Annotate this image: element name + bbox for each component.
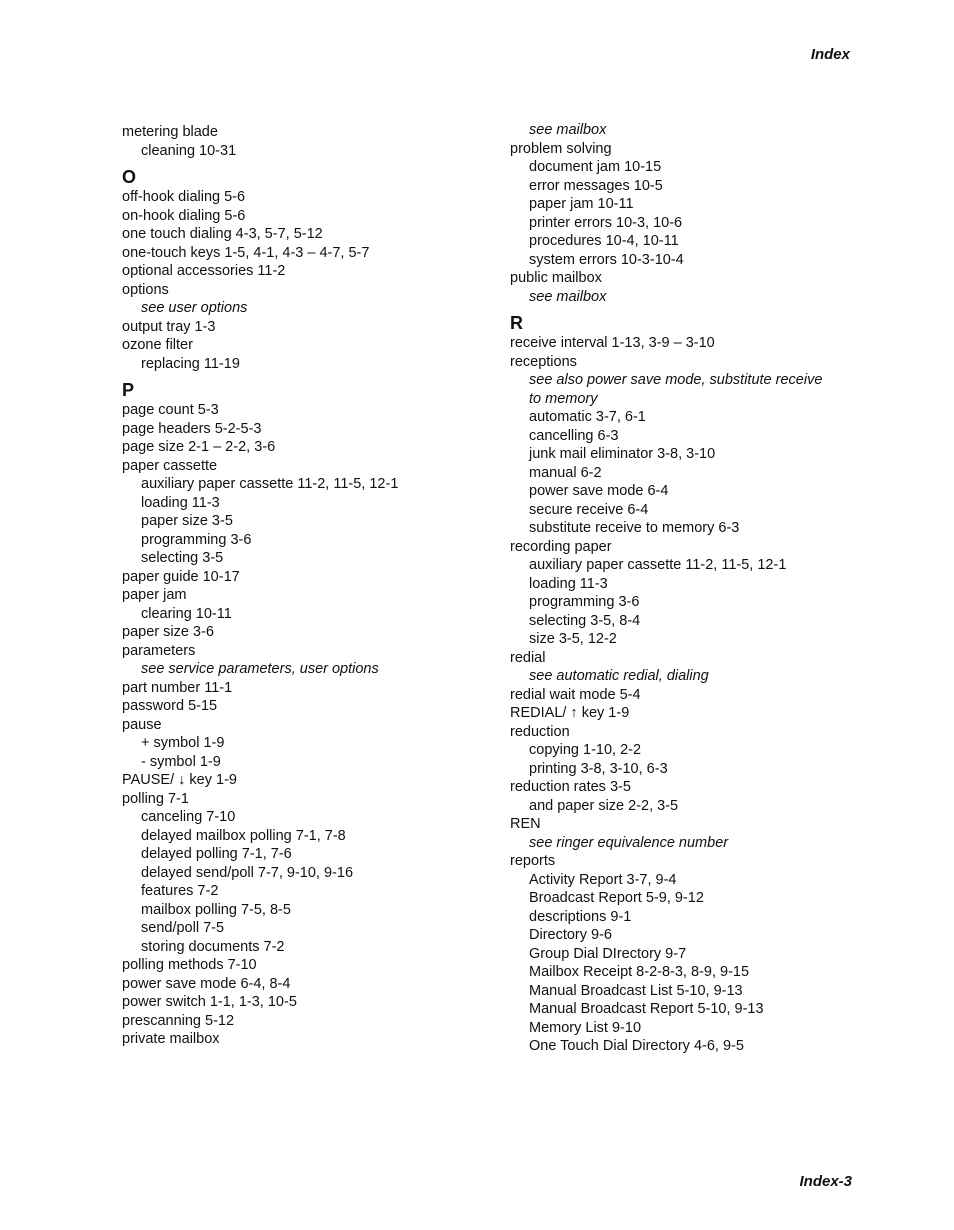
index-subentry: automatic 3-7, 6-1 (529, 409, 646, 425)
index-entry: metering blade (122, 124, 218, 140)
index-entry: output tray 1-3 (122, 318, 216, 335)
index-entry: redial wait mode 5-4 (510, 686, 641, 703)
index-entry: power switch 1-1, 1-3, 10-5 (122, 994, 297, 1010)
index-subentry: document jam 10-15 (529, 159, 662, 175)
index-entry: receive interval 1-13, 3-9 – 3-10 (510, 335, 715, 351)
index-subentry: selecting 3-5 (141, 550, 224, 566)
index-subentry: paper size 3-5 (141, 513, 233, 529)
index-entry: private mailbox (122, 1031, 220, 1047)
index-subentry: power save mode 6-4 (529, 483, 669, 499)
index-cross-reference: see mailbox (529, 288, 607, 305)
index-column-left (122, 123, 522, 1049)
index-subentry: printer errors 10-3, 10-6 (529, 214, 683, 231)
index-subentry: Manual Broadcast List 5-10, 9-13 (529, 982, 743, 999)
index-entry: polling methods 7-10 (122, 957, 257, 973)
index-entry: reports (510, 853, 556, 869)
index-subentry: Manual Broadcast Report 5-10, 9-13 (529, 1001, 764, 1017)
index-subentry: delayed send/poll 7-7, 9-10, 9-16 (141, 864, 354, 881)
page-header-title: Index (810, 46, 850, 63)
index-entry: PAUSE/ ↓ key 1-9 (122, 772, 237, 788)
index-subentry: system errors 10-3-10-4 (529, 251, 684, 268)
index-entry: pause (122, 716, 162, 733)
index-subentry: auxiliary paper cassette 11-2, 11-5, 12-1 (529, 557, 787, 573)
index-entry: reduction (510, 723, 570, 740)
index-subentry: Memory List 9-10 (529, 1019, 642, 1036)
index-subentry: secure receive 6-4 (529, 501, 649, 518)
index-subentry: mailbox polling 7-5, 8-5 (141, 901, 291, 918)
index-cross-reference: see automatic redial, dialing (529, 668, 709, 684)
index-entry: options (122, 281, 169, 298)
index-entry: page count 5-3 (122, 402, 219, 418)
index-cross-reference: see mailbox (529, 122, 607, 138)
index-subentry: auxiliary paper cassette 11-2, 11-5, 12-1 (141, 476, 399, 492)
index-subentry: delayed polling 7-1, 7-6 (141, 846, 292, 862)
index-subentry: Mailbox Receipt 8-2-8-3, 8-9, 9-15 (529, 964, 750, 980)
index-subentry: manual 6-2 (529, 464, 602, 481)
index-entry: power save mode 6-4, 8-4 (122, 975, 291, 992)
index-entry: redial (510, 649, 546, 666)
index-entry: on-hook dialing 5-6 (122, 207, 246, 224)
index-subentry: send/poll 7-5 (141, 920, 225, 936)
index-subentry: programming 3-6 (141, 531, 252, 548)
index-entry: REDIAL/ ↑ key 1-9 (510, 705, 630, 721)
index-section-letter: P (122, 380, 135, 400)
index-entry: optional accessories 11-2 (122, 263, 286, 279)
index-subentry: paper jam 10-11 (529, 196, 634, 212)
index-section-letter: R (510, 313, 523, 333)
index-subentry: Group Dial DIrectory 9-7 (529, 945, 687, 962)
index-subentry: size 3-5, 12-2 (529, 631, 617, 647)
index-entry: recording paper (510, 538, 612, 555)
index-entry: paper guide 10-17 (122, 568, 240, 585)
index-entry: one-touch keys 1-5, 4-1, 4-3 – 4-7, 5-7 (122, 244, 370, 261)
index-entry: paper cassette (122, 457, 218, 474)
index-column-right (510, 121, 890, 1056)
index-subentry: delayed mailbox polling 7-1, 7-8 (141, 827, 346, 844)
index-cross-reference: see service parameters, user options (141, 661, 379, 677)
index-entry: one touch dialing 4-3, 5-7, 5-12 (122, 226, 323, 242)
index-cross-reference: see also power save mode, substitute receive (529, 372, 823, 388)
index-entry: REN (510, 816, 541, 832)
index-subentry: junk mail eliminator 3-8, 3-10 (529, 446, 716, 462)
index-entry: paper size 3-6 (122, 624, 214, 640)
index-entry: problem solving (510, 140, 612, 157)
index-subentry: One Touch Dial Directory 4-6, 9-5 (529, 1038, 744, 1054)
index-subentry: loading 11-3 (141, 494, 220, 511)
index-subentry: - symbol 1-9 (141, 753, 221, 770)
index-subentry: loading 11-3 (529, 575, 608, 592)
index-cross-reference: to memory (529, 390, 598, 407)
index-entry: paper jam (122, 587, 187, 603)
index-subentry: Directory 9-6 (529, 927, 612, 943)
index-entry: ozone filter (122, 337, 193, 353)
index-entry: page headers 5-2-5-3 (122, 420, 262, 437)
index-cross-reference: see ringer equivalence number (529, 834, 729, 851)
index-entry: off-hook dialing 5-6 (122, 189, 246, 205)
index-subentry: Broadcast Report 5-9, 9-12 (529, 890, 704, 906)
index-subentry: printing 3-8, 3-10, 6-3 (529, 760, 668, 777)
index-subentry: substitute receive to memory 6-3 (529, 520, 740, 536)
index-subentry: descriptions 9-1 (529, 908, 632, 925)
index-subentry: features 7-2 (141, 883, 219, 899)
index-entry: receptions (510, 353, 577, 370)
index-subentry: cleaning 10-31 (141, 142, 237, 159)
index-subentry: selecting 3-5, 8-4 (529, 612, 641, 629)
index-entry: public mailbox (510, 270, 602, 286)
index-subentry: canceling 7-10 (141, 809, 236, 825)
index-subentry: Activity Report 3-7, 9-4 (529, 871, 677, 888)
index-subentry: + symbol 1-9 (141, 735, 225, 751)
index-subentry: replacing 11-19 (141, 355, 240, 372)
index-subentry: programming 3-6 (529, 594, 640, 610)
index-subentry: procedures 10-4, 10-11 (529, 233, 679, 249)
index-subentry: error messages 10-5 (529, 177, 663, 194)
index-entry: part number 11-1 (122, 679, 233, 696)
index-subentry: copying 1-10, 2-2 (529, 742, 642, 758)
index-entry: page size 2-1 – 2-2, 3-6 (122, 439, 276, 455)
index-subentry: clearing 10-11 (141, 605, 232, 622)
index-entry: prescanning 5-12 (122, 1012, 235, 1029)
index-cross-reference: see user options (141, 300, 248, 316)
index-entry: password 5-15 (122, 698, 218, 714)
index-subentry: storing documents 7-2 (141, 938, 285, 955)
index-subentry: cancelling 6-3 (529, 427, 619, 444)
index-entry: parameters (122, 642, 196, 659)
index-subentry: and paper size 2-2, 3-5 (529, 797, 679, 814)
page-number: Index-3 (799, 1173, 852, 1190)
index-section-letter: O (122, 167, 137, 187)
index-entry: polling 7-1 (122, 790, 189, 807)
index-entry: reduction rates 3-5 (510, 779, 631, 795)
